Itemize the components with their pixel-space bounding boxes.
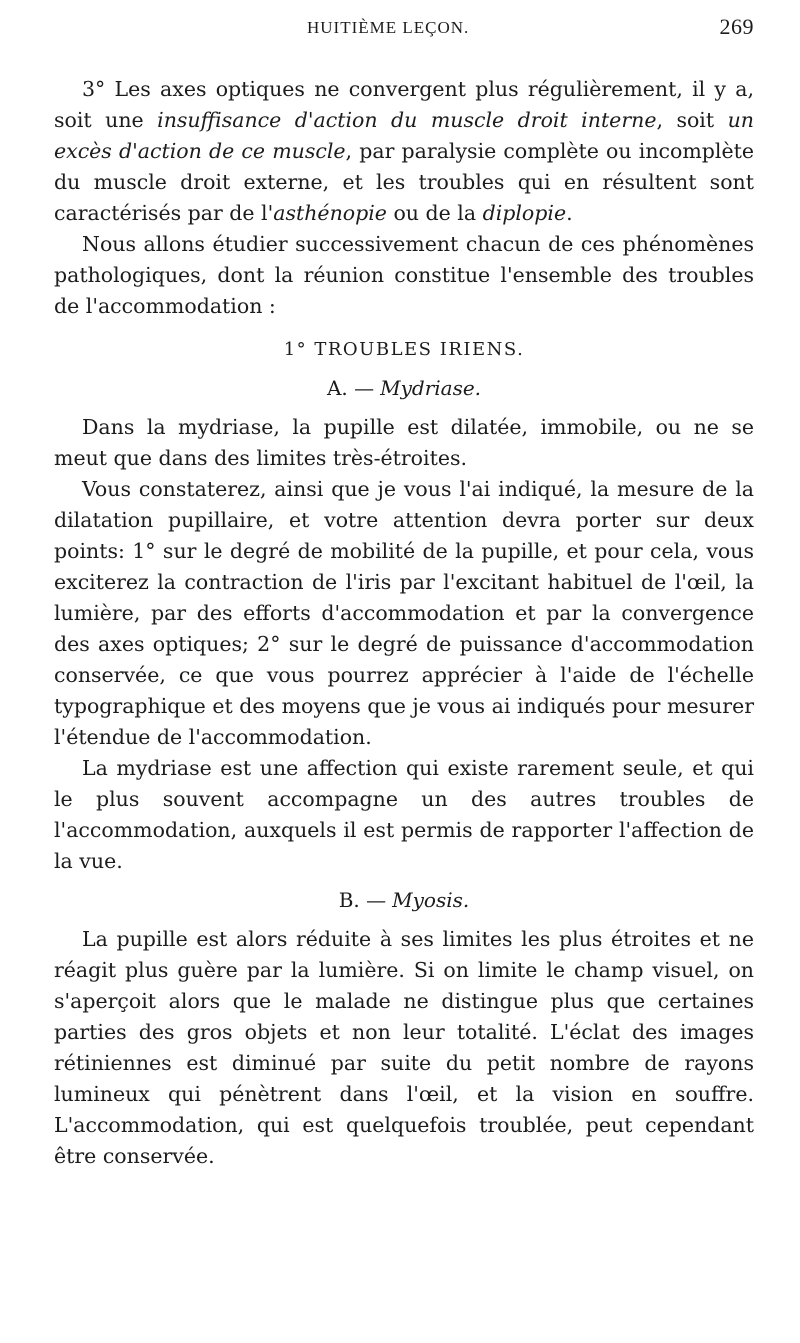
paragraph-study: Nous allons étudier successivement chacun de ces phénomènes pathologiques, dont la réunion constitue l'ensemble des troubles de l'accommodation : — [54, 232, 754, 318]
subheading-b-title: Myosis. — [392, 888, 470, 912]
subheading-myosis — [54, 885, 754, 916]
page-number: 269 — [719, 14, 754, 39]
intro-italic-1: insuffisance d'action du muscle droit interne — [157, 108, 657, 132]
paragraph-mydriase-2: Vous constaterez, ainsi que je vous l'ai indiqué, la mesure de la dilatation pupillaire, et votre attention devra porter sur deux points: 1° sur le degré de mobilité de la pupille, et pour cela, vous exciterez la contraction de l'iris par l'excitant habituel de l'œil, la lumière, par des efforts d'accommodation et par la convergence des axes optiques; 2° sur le degré de puissance d'accommodation conservée, ce que vous pourrez apprécier à l'aide de l'échelle typographique et des moyens que je vous ai indiqués pour mesurer l'étendue de l'accommodation. — [54, 477, 754, 749]
intro-text-4: ou de la — [386, 201, 483, 225]
subheading-a-title: Mydriase. — [380, 376, 482, 400]
section-heading: 1° TROUBLES IRIENS. — [283, 339, 525, 360]
paragraph-intro — [54, 74, 754, 229]
running-head-title: HUITIÈME LEÇON. — [307, 18, 470, 37]
intro-italic-2: un excès d'action de ce muscle — [54, 108, 754, 163]
paragraph-myosis: La pupille est alors réduite à ses limites les plus étroites et ne réagit plus guère par la lumière. Si on limite le champ visuel, on s'aperçoit alors que le malade ne distingue plus que certaines parties des gros objets et non leur totalité. L'éclat des images rétiniennes est diminué par suite du petit nombre de rayons lumineux qui pénètrent dans l'œil, et la vision en souffre. L'accommodation, qui est quelquefois troublée, peut cependant être conservée. — [54, 927, 754, 1168]
subheading-b-marker: B. — — [338, 888, 387, 912]
intro-text-2: , soit — [656, 108, 728, 132]
running-head — [54, 14, 754, 58]
intro-italic-3: asthénopie — [273, 201, 387, 225]
intro-italic-4: diplopie — [482, 201, 567, 225]
subheading-a-marker: A. — — [326, 376, 375, 400]
intro-text-3: , par paralysie complète ou incomplète du muscle droit externe, et les troubles qui en résultent sont caractérisés par de l' — [54, 139, 754, 225]
paragraph-mydriase-1: Dans la mydriase, la pupille est dilatée, immobile, ou ne se meut que dans des limites très-étroites. — [54, 415, 754, 470]
book-page — [54, 14, 754, 1172]
intro-text-1: 3° Les axes optiques ne convergent plus régulièrement, il y a, soit une — [54, 77, 754, 132]
paragraph-mydriase-3: La mydriase est une affection qui existe rarement seule, et qui le plus souvent accompagne un des autres troubles de l'accommodation, auxquels il est permis de rapporter l'affection de la vue. — [54, 756, 754, 873]
subheading-mydriase — [54, 373, 754, 404]
intro-text-5: . — [566, 201, 573, 225]
